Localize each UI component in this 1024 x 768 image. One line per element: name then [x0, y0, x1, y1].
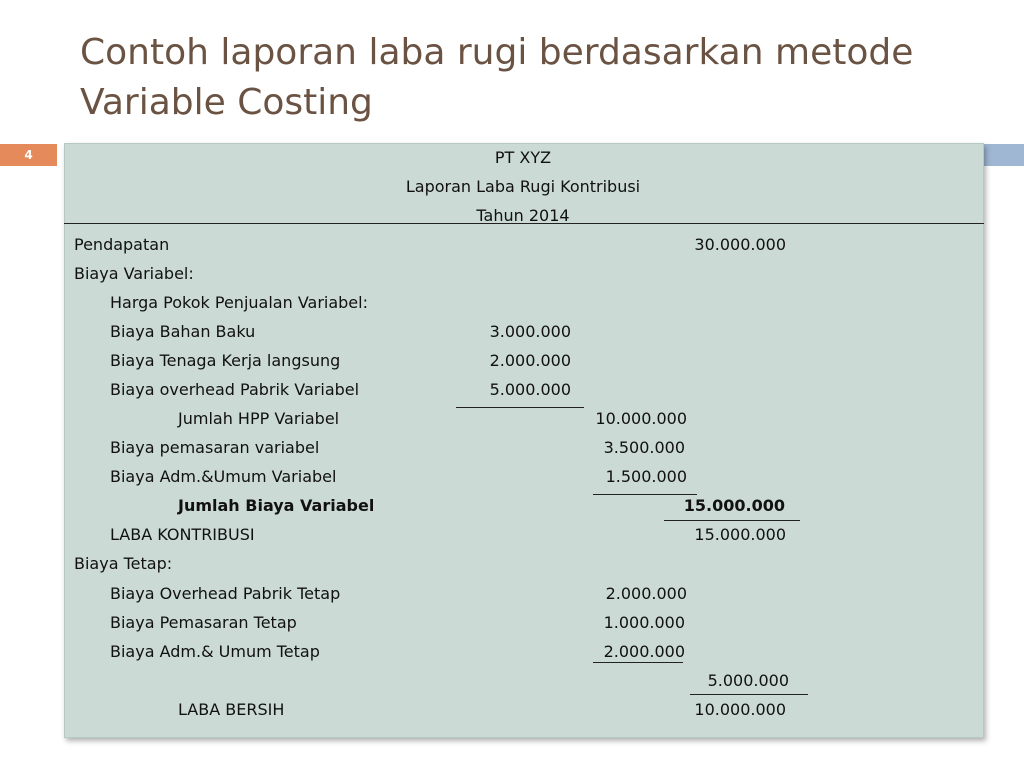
- report-period: Tahun 2014: [476, 206, 570, 225]
- row-label-biaya-variabel: Biaya Variabel:: [74, 264, 194, 283]
- row-label-adm-tetap: Biaya Adm.& Umum Tetap: [110, 642, 320, 661]
- row-label-pemasaran-variabel: Biaya pemasaran variabel: [110, 438, 320, 457]
- row-amount-overhead-tetap: 2.000.000: [605, 584, 687, 603]
- row-label-bahan-baku: Biaya Bahan Baku: [110, 322, 256, 341]
- row-label-pendapatan: Pendapatan: [74, 235, 170, 254]
- subtotal-underline: [593, 494, 697, 495]
- row-label-hpp-variabel: Harga Pokok Penjualan Variabel:: [110, 293, 368, 312]
- row-amount-laba-bersih: 10.000.000: [694, 700, 786, 719]
- row-amount-bahan-baku: 3.000.000: [489, 322, 571, 341]
- slide-number: 4: [24, 148, 33, 162]
- row-amount-jumlah-biaya-variabel: 15.000.000: [683, 496, 785, 515]
- row-amount-laba-kontribusi: 15.000.000: [694, 525, 786, 544]
- subtotal-underline: [456, 407, 584, 408]
- report-name: Laporan Laba Rugi Kontribusi: [405, 177, 641, 196]
- row-amount-jumlah-hpp: 10.000.000: [595, 409, 687, 428]
- row-label-pemasaran-tetap: Biaya Pemasaran Tetap: [110, 613, 297, 632]
- subtotal-underline: [664, 520, 800, 521]
- row-amount-overhead-variabel: 5.000.000: [489, 380, 571, 399]
- row-amount-pemasaran-tetap: 1.000.000: [603, 613, 685, 632]
- row-label-overhead-variabel: Biaya overhead Pabrik Variabel: [110, 380, 360, 399]
- row-label-jumlah-hpp: Jumlah HPP Variabel: [178, 409, 340, 428]
- row-amount-adm-tetap: 2.000.000: [603, 642, 685, 661]
- row-amount-tenaga-kerja: 2.000.000: [489, 351, 571, 370]
- row-label-laba-bersih: LABA BERSIH: [178, 700, 285, 719]
- header-divider: [64, 223, 984, 224]
- row-amount-adm-variabel: 1.500.000: [605, 467, 687, 486]
- accent-band-right: [984, 144, 1024, 166]
- slide-title: Contoh laporan laba rugi berdasarkan metode Variable Costing: [80, 32, 914, 123]
- row-label-laba-kontribusi: LABA KONTRIBUSI: [110, 525, 255, 544]
- company-name: PT XYZ: [494, 148, 552, 167]
- subtotal-underline: [690, 694, 808, 695]
- row-amount-total-biaya-tetap: 5.000.000: [707, 671, 789, 690]
- subtotal-underline: [593, 662, 683, 663]
- row-amount-pemasaran-variabel: 3.500.000: [603, 438, 685, 457]
- row-label-overhead-tetap: Biaya Overhead Pabrik Tetap: [110, 584, 341, 603]
- row-label-jumlah-biaya-variabel: Jumlah Biaya Variabel: [178, 496, 375, 515]
- row-label-tenaga-kerja: Biaya Tenaga Kerja langsung: [110, 351, 341, 370]
- row-label-adm-variabel: Biaya Adm.&Umum Variabel: [110, 467, 337, 486]
- row-label-biaya-tetap: Biaya Tetap:: [74, 554, 173, 573]
- row-amount-pendapatan: 30.000.000: [694, 235, 786, 254]
